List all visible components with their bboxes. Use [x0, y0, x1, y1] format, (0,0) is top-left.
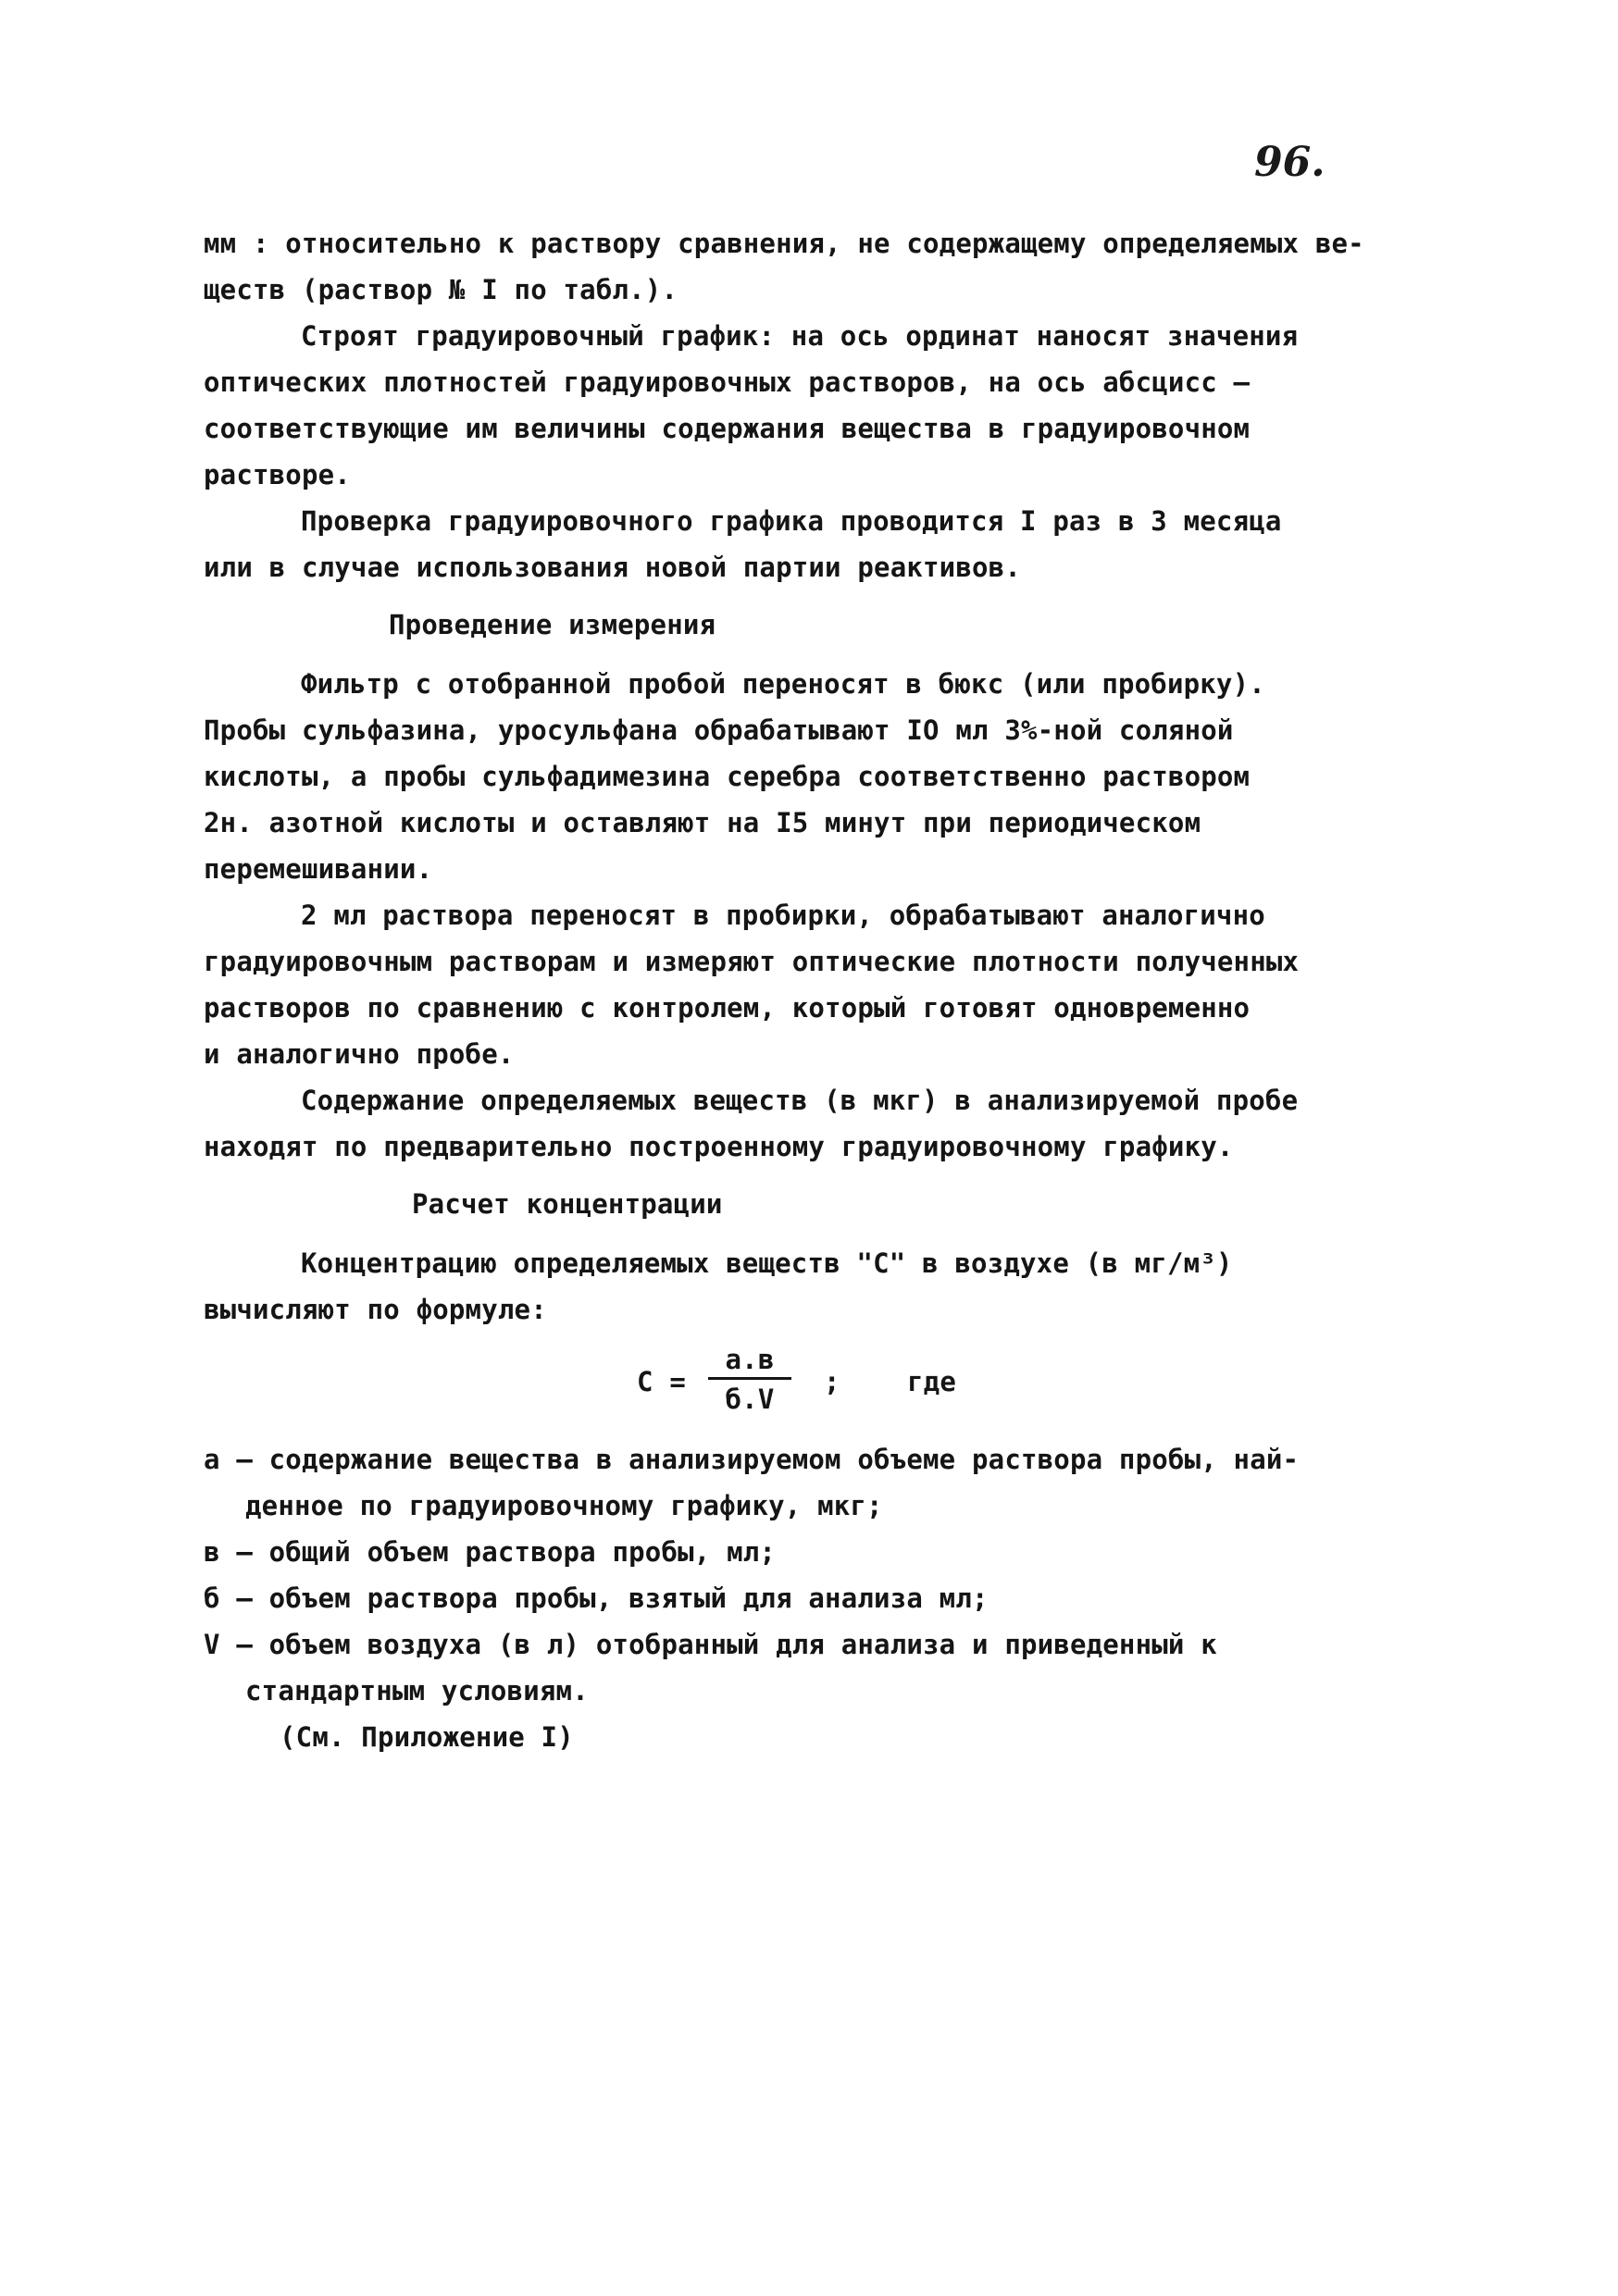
text-line: градуировочным растворам и измеряют оптические плотности полученных — [204, 946, 1300, 977]
definition-item: в – общий объем раствора пробы, мл; — [204, 1536, 777, 1568]
text-line: ществ (раствор № I по табл.). — [204, 274, 678, 305]
text-line: соответствующие им величины содержания вещества в градуировочном — [204, 413, 1251, 444]
text-line: находят по предварительно построенному градуировочному графику. — [204, 1131, 1234, 1162]
definition-item: а – содержание вещества в анализируемом объеме раствора пробы, най- — [204, 1444, 1300, 1475]
definition-item: V – объем воздуха (в л) отобранный для анализа и приведенный к — [204, 1629, 1217, 1660]
text-line: перемешивании. — [204, 853, 433, 885]
appendix-reference: (См. Приложение I) — [280, 1721, 574, 1753]
section-heading-measurement: Проведение измерения — [389, 609, 716, 640]
text-line: или в случае использования новой партии реактивов. — [204, 552, 1021, 583]
formula-separator: ; — [824, 1366, 840, 1397]
text-line: мм : относительно к раствору сравнения, не содержащему определяемых ве- — [204, 228, 1364, 259]
text-line: кислоты, а пробы сульфадимезина серебра соответственно раствором — [204, 761, 1251, 792]
text-line: Содержание определяемых веществ (в мкг) в анализируемой пробе — [301, 1085, 1299, 1116]
document-body — [204, 220, 1453, 1760]
concentration-formula — [204, 1340, 1453, 1429]
formula-where: где — [907, 1366, 956, 1397]
definition-continuation: стандартным условиям. — [245, 1675, 589, 1706]
text-line: растворов по сравнению с контролем, который готовят одновременно — [204, 992, 1251, 1024]
definition-continuation: денное по градуировочному графику, мкг; — [245, 1490, 883, 1521]
text-line: Пробы сульфазина, уросульфана обрабатывают IO мл 3%-ной соляной — [204, 714, 1234, 746]
page-number: 96. — [1254, 139, 1326, 186]
definition-item: б – объем раствора пробы, взятый для анализа мл; — [204, 1582, 989, 1614]
text-line: 2н. азотной кислоты и оставляют на I5 минут при периодическом — [204, 807, 1201, 838]
formula-numerator: а.в — [708, 1342, 791, 1380]
text-line: Концентрацию определяемых веществ "С" в воздухе (в мг/м³) — [301, 1247, 1233, 1279]
text-line: растворе. — [204, 459, 351, 490]
text-line: 2 мл раствора переносят в пробирки, обрабатывают аналогично — [301, 900, 1265, 931]
text-line: Проверка градуировочного графика проводится I раз в 3 месяца — [301, 505, 1282, 537]
text-line: Строят градуировочный график: на ось ординат наносят значения — [301, 320, 1299, 352]
formula-lhs: С = — [637, 1366, 686, 1397]
formula-denominator: б.V — [725, 1384, 775, 1415]
text-line: вычисляют по формуле: — [204, 1294, 547, 1325]
text-line: Фильтр с отобранной пробой переносят в бюкс (или пробирку). — [301, 668, 1265, 700]
section-heading-calculation: Расчет концентрации — [412, 1188, 723, 1220]
text-line: оптических плотностей градуировочных растворов, на ось абсцисс – — [204, 366, 1251, 398]
text-line: и аналогично пробе. — [204, 1038, 515, 1070]
